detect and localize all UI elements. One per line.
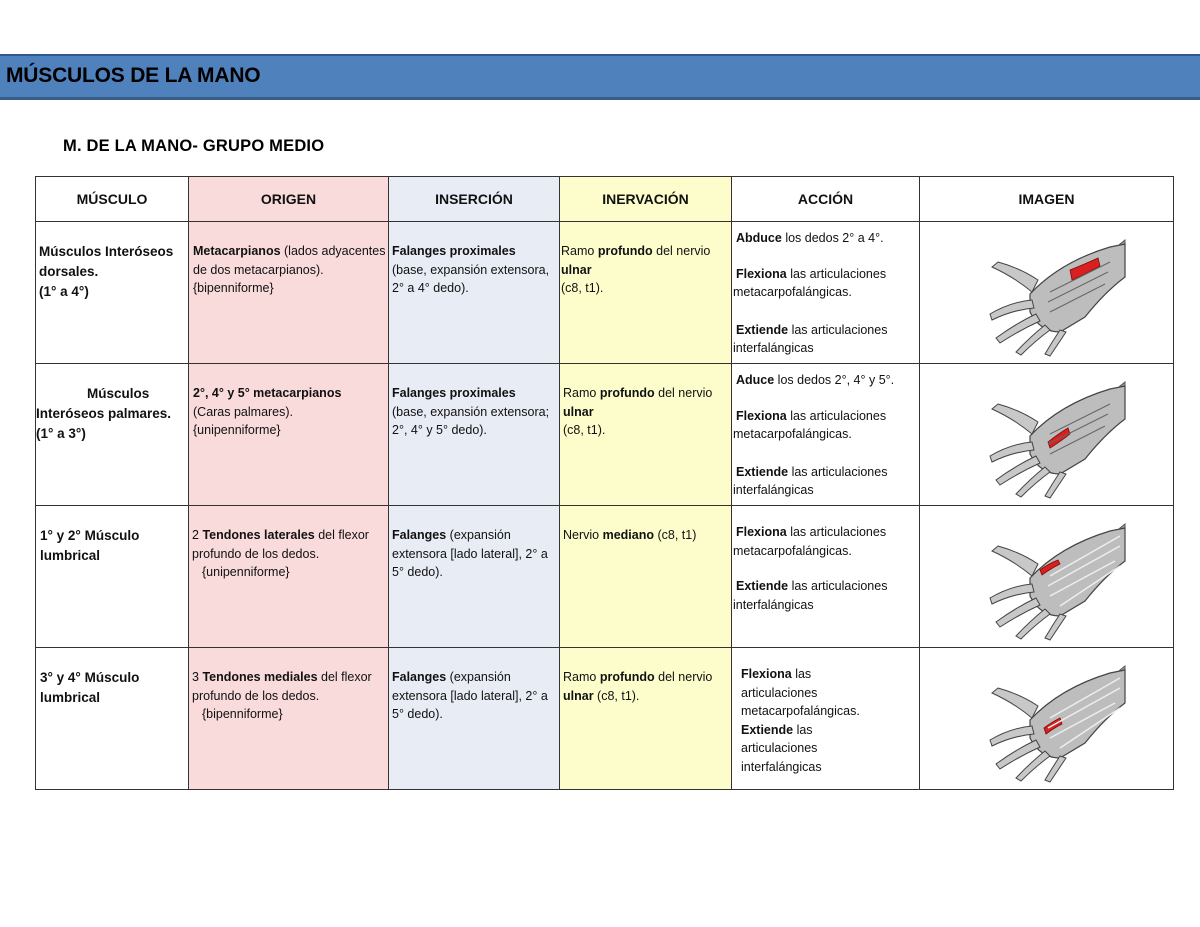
accion-text: las articulaciones metacarpofalángicas. xyxy=(741,667,860,718)
origen-text: (Caras palmares). xyxy=(193,404,294,419)
inervacion-text: (c8, t1). xyxy=(561,281,604,295)
accion-bold: Flexiona xyxy=(736,408,787,423)
col-header-musculo: MÚSCULO xyxy=(36,177,189,222)
hand-lumbrical-lateral-image xyxy=(920,506,1173,647)
origen-prefix: 3 xyxy=(192,670,203,684)
hand-illustration xyxy=(920,648,1173,789)
inervacion-bold: profundo xyxy=(597,244,653,258)
hand-lumbrical-medial-image xyxy=(920,648,1173,789)
cell-accion xyxy=(732,222,920,364)
inervacion-text: Ramo xyxy=(563,386,600,400)
cell-inervacion xyxy=(560,506,732,648)
accion-text: las articulaciones metacarpofalángicas. xyxy=(733,408,887,441)
page-title: MÚSCULOS DE LA MANO xyxy=(6,64,261,87)
cell-musculo xyxy=(36,648,189,790)
inervacion-bold: ulnar xyxy=(563,688,594,703)
origen-bold: 2°, 4° y 5° metacarpianos xyxy=(193,386,342,400)
cell-origen xyxy=(189,222,389,364)
inervacion-text: del nervio xyxy=(654,386,713,400)
origen-bold: Tendones laterales xyxy=(202,528,315,542)
cell-inervacion xyxy=(560,222,732,364)
accion-bold: Extiende xyxy=(736,322,789,337)
inervacion-text: Ramo xyxy=(561,244,598,258)
table-row xyxy=(36,506,1174,648)
origen-text: del flexor profundo de los dedos. xyxy=(192,670,372,703)
muscle-range: (1° a 3°) xyxy=(36,426,86,441)
cell-accion xyxy=(732,506,920,648)
accion-text: los dedos 2° a 4°. xyxy=(781,231,884,245)
insercion-bold: Falanges proximales xyxy=(392,244,516,258)
cell-imagen xyxy=(920,222,1174,364)
cell-origen xyxy=(189,506,389,648)
inervacion-bold: profundo xyxy=(599,670,655,684)
cell-accion xyxy=(732,648,920,790)
hand-palmar-interossei-image xyxy=(920,364,1173,505)
cell-imagen xyxy=(920,364,1174,506)
insercion-text: (base, expansión extensora; 2°, 4° y 5° dedo). xyxy=(392,404,550,437)
cell-imagen xyxy=(920,506,1174,648)
inervacion-text: del nervio xyxy=(652,244,711,258)
cell-musculo xyxy=(36,364,189,506)
inervacion-text: (c8, t1). xyxy=(593,688,640,703)
origen-text: (lados adyacentes de dos metacarpianos). xyxy=(193,244,386,277)
muscle-name: 1° y 2° Músculo lumbrical xyxy=(40,528,140,563)
hand-dorsal-interossei-image xyxy=(920,222,1173,363)
muscle-range: (1° a 4°) xyxy=(39,284,89,299)
origen-text: del flexor profundo de los dedos. xyxy=(192,528,369,561)
accion-text: las articulaciones interfalángicas xyxy=(733,579,888,612)
col-header-accion: ACCIÓN xyxy=(732,177,920,222)
muscle-table xyxy=(35,176,1174,790)
table-row xyxy=(36,648,1174,790)
accion-bold: Extiende xyxy=(741,722,794,737)
accion-text: las articulaciones interfalángicas xyxy=(733,322,888,355)
table-row xyxy=(36,364,1174,506)
origen-extra: {unipenniforme} xyxy=(202,565,290,579)
inervacion-text: del nervio xyxy=(654,670,713,684)
cell-musculo xyxy=(36,506,189,648)
accion-bold: Flexiona xyxy=(736,266,787,281)
origen-extra: {bipenniforme} xyxy=(202,707,283,721)
inervacion-text: (c8, t1). xyxy=(563,423,606,437)
inervacion-text: (c8, t1) xyxy=(654,528,697,542)
insercion-text: (expansión extensora [lado lateral], 2° a 5° dedo). xyxy=(392,670,548,721)
cell-insercion xyxy=(389,364,560,506)
accion-bold: Aduce xyxy=(736,373,775,387)
accion-text: las articulaciones metacarpofalángicas. xyxy=(733,266,887,299)
insercion-text: (base, expansión extensora, 2° a 4° dedo). xyxy=(392,262,550,295)
cell-inervacion xyxy=(560,648,732,790)
cell-origen xyxy=(189,364,389,506)
insercion-text: (expansión extensora [lado lateral], 2° a 5° dedo). xyxy=(392,528,548,579)
origen-extra: {unipenniforme} xyxy=(193,423,281,437)
accion-text: las articulaciones interfalángicas xyxy=(733,464,888,497)
cell-musculo xyxy=(36,222,189,364)
origen-extra: {bipenniforme} xyxy=(193,281,274,295)
inervacion-bold: ulnar xyxy=(561,262,592,277)
accion-bold: Extiende xyxy=(736,579,789,593)
muscle-name: Músculos Interóseos palmares. xyxy=(36,386,172,421)
origen-bold: Tendones mediales xyxy=(202,670,318,684)
inervacion-bold: profundo xyxy=(599,386,655,400)
title-banner xyxy=(0,54,1200,100)
col-header-origen: ORIGEN xyxy=(189,177,389,222)
inervacion-bold: mediano xyxy=(602,528,654,542)
accion-bold: Abduce xyxy=(736,231,782,245)
accion-bold: Extiende xyxy=(736,464,789,479)
muscle-name: Músculos Interóseos dorsales. xyxy=(39,244,174,279)
cell-inervacion xyxy=(560,364,732,506)
origen-bold: Metacarpianos xyxy=(193,244,281,258)
table-header-row xyxy=(36,177,1174,222)
table-row xyxy=(36,222,1174,364)
col-header-imagen: IMAGEN xyxy=(920,177,1174,222)
cell-imagen xyxy=(920,648,1174,790)
cell-origen xyxy=(189,648,389,790)
cell-insercion xyxy=(389,506,560,648)
inervacion-text: Nervio xyxy=(563,528,603,542)
accion-text: los dedos 2°, 4° y 5°. xyxy=(774,373,895,387)
hand-illustration xyxy=(920,222,1173,363)
muscle-name: 3° y 4° Músculo lumbrical xyxy=(40,670,140,705)
hand-illustration xyxy=(920,364,1173,505)
insercion-bold: Falanges xyxy=(392,670,447,684)
accion-bold: Flexiona xyxy=(741,667,792,681)
col-header-insercion: INSERCIÓN xyxy=(389,177,560,222)
accion-text: las articulaciones metacarpofalángicas. xyxy=(733,525,887,558)
cell-insercion xyxy=(389,648,560,790)
accion-bold: Flexiona xyxy=(736,525,787,539)
accion-text: las articulaciones interfalángicas xyxy=(741,722,822,774)
section-subtitle: M. DE LA MANO- GRUPO MEDIO xyxy=(63,137,325,155)
cell-accion xyxy=(732,364,920,506)
insercion-bold: Falanges proximales xyxy=(392,386,516,400)
origen-prefix: 2 xyxy=(192,528,203,542)
insercion-bold: Falanges xyxy=(392,528,447,542)
col-header-inervacion: INERVACIÓN xyxy=(560,177,732,222)
inervacion-text: Ramo xyxy=(563,670,600,684)
hand-illustration xyxy=(920,506,1173,647)
cell-insercion xyxy=(389,222,560,364)
inervacion-bold: ulnar xyxy=(563,404,594,419)
